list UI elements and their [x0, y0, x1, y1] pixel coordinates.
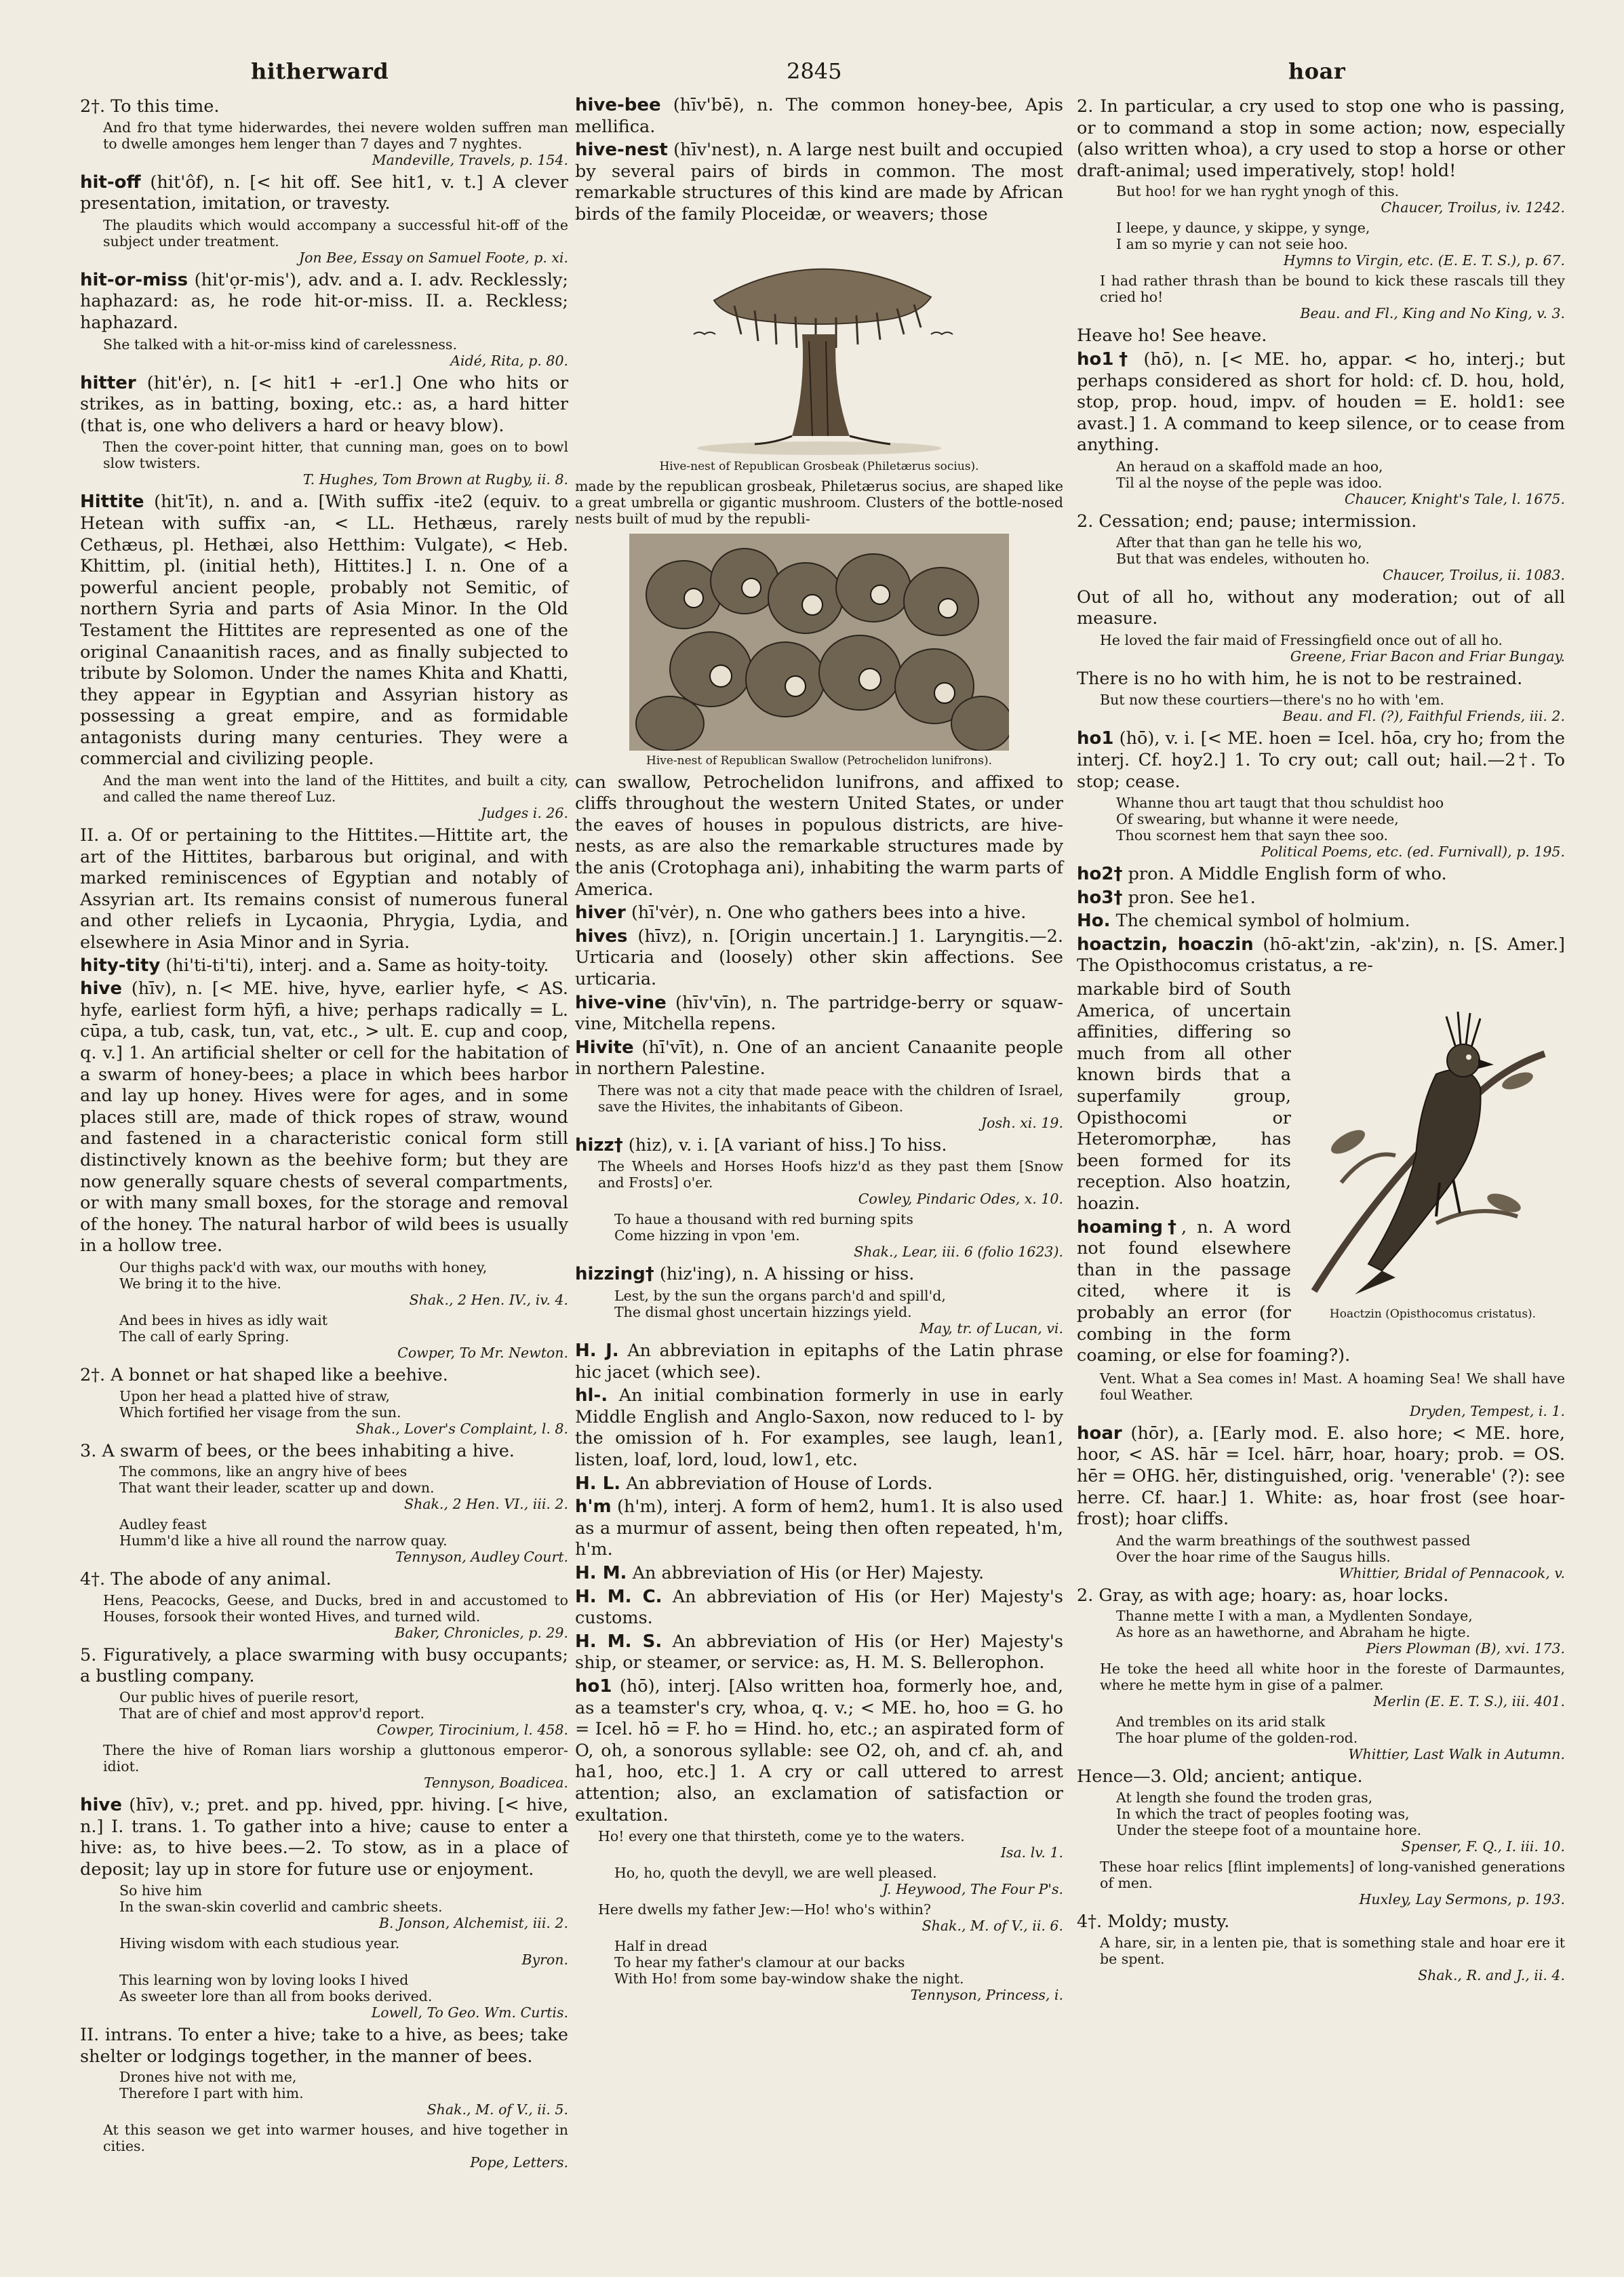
quote-source: Merlin (E. E. T. S.), iii. 401.: [1373, 1693, 1565, 1710]
verse-line: Drones hive not with me,: [119, 2069, 297, 2086]
headword: Ho.: [1077, 911, 1111, 932]
verse-line: To haue a thousand with red burning spits: [614, 1211, 913, 1228]
verse-line: Whanne thou art taugt that thou schuldist hoo: [1116, 795, 1444, 812]
quote-source: Whittier, Last Walk in Autumn.: [1348, 1746, 1565, 1763]
quote-text: And fro that tyme hiderwardes, thei nevere wolden suffren man to dwelle amonges hem lenger than 7 dayes and 7 nyghtes.: [103, 119, 568, 152]
page-number: 2845: [787, 58, 842, 84]
verse-line: In the swan-skin coverlid and cambric sheets.: [119, 1899, 443, 1916]
dictionary-entry: [575, 1264, 1063, 1286]
dictionary-entry: [575, 1563, 1063, 1585]
headword: H. L.: [575, 1473, 621, 1494]
dictionary-entry: [1077, 1423, 1565, 1530]
sense-definition: 4†. Moldy; musty.: [1077, 1911, 1230, 1932]
left-guide-word: hitherward: [251, 58, 389, 84]
verse-line: Half in dread: [614, 1938, 708, 1955]
dictionary-entry: [575, 993, 1063, 1035]
sense-definition: 3. A swarm of bees, or the bees inhabiting a hive.: [80, 1440, 515, 1461]
dictionary-entry: [575, 1385, 1063, 1471]
quote-source: Piers Plowman (B), xvi. 173.: [1366, 1640, 1565, 1657]
quote-source: Baker, Chronicles, p. 29.: [395, 1624, 568, 1641]
dictionary-entry: [80, 270, 568, 334]
quote-source: Cowper, To Mr. Newton.: [397, 1344, 568, 1361]
citation-quote: [1100, 1370, 1565, 1419]
citation-quote: [1100, 692, 1565, 724]
verse-line: After that than gan he telle his wo,: [1116, 534, 1362, 551]
dictionary-entry: [575, 1676, 1063, 1826]
verse-line: And bees in hives as idly wait: [119, 1311, 328, 1328]
quote-text: At this season we get into warmer houses, and hive together in cities.: [103, 2122, 568, 2155]
verse-quote: [1104, 1789, 1565, 1855]
dictionary-entry: [575, 926, 1063, 991]
dictionary-entry: [80, 978, 568, 1257]
citation-quote: [598, 1828, 1063, 1861]
headword: hity-tity: [80, 955, 161, 976]
headword: H. M. S.: [575, 1631, 662, 1652]
verse-line: Thou scornest hem that sayn thee soo.: [1116, 827, 1389, 844]
quote-source: May, tr. of Lucan, vi.: [919, 1320, 1063, 1337]
quote-source: Tennyson, Boadicea.: [424, 1774, 568, 1791]
definition: (hōr), a. [Early mod. E. also hore; < ME. hore, hoor, < AS. hār = Icel. hārr, hoar, hoary; prob. = OS. hēr = OHG. hēr, distinguished, orig. 'venerable' (?): see herre. Cf. haar.] 1. White: as, hoar frost (see hoar-frost); hoar cliffs.: [1077, 1423, 1565, 1530]
verse-line: Therefore I part with him.: [119, 2085, 304, 2102]
dictionary-entry: [575, 1587, 1063, 1629]
quote-text: But now these courtiers—there's no ho with 'em.: [1100, 692, 1445, 709]
verse-quote: [602, 1938, 1063, 2003]
definition: (hīvz), n. [Origin uncertain.] 1. Laryngitis.—2. Urticaria and (loosely) other skin affections. See urticaria.: [575, 926, 1063, 989]
sense-definition: 4†. The abode of any animal.: [80, 1569, 332, 1590]
headword: hizzing†: [575, 1264, 654, 1285]
headword: ho3†: [1077, 887, 1123, 908]
quote-text: Then the cover-point hitter, that cunning man, goes on to bowl slow twisters.: [103, 439, 568, 472]
quote-text: There the hive of Roman liars worship a gluttonous emperor-idiot.: [103, 1741, 568, 1775]
citation-quote: [103, 119, 568, 168]
verse-quote: [1104, 1714, 1565, 1762]
text-paragraph: Out of all ho, without any moderation; out of all measure.: [1077, 587, 1565, 629]
definition: (hit'ôf), n. [< hit off. See hit1, v. t.] A clever presentation, imitation, or travesty.: [80, 172, 568, 214]
headword: H. J.: [575, 1341, 619, 1362]
quote-source: Dryden, Tempest, i. 1.: [1409, 1402, 1565, 1419]
definition: The chemical symbol of holmium.: [1115, 911, 1410, 932]
dictionary-entry: [575, 903, 1063, 924]
quote-source: Chaucer, Troilus, ii. 1083.: [1382, 566, 1565, 583]
hive-nest-continuation: made by the republican grosbeak, Philetærus socius, are shaped like a great umbrella or gigantic mushroom. Clusters of the bottle-nosed nests built of mud by the republi-: [575, 477, 1063, 527]
quote-source: Shak., M. of V., ii. 6.: [922, 1918, 1063, 1935]
quote-source: Beau. and Fl., King and No King, v. 3.: [1300, 305, 1565, 322]
verse-line: Under the steepe foot of a mountaine hore.: [1116, 1821, 1422, 1838]
headword: hl-.: [575, 1385, 608, 1406]
dictionary-entry: [1077, 888, 1565, 909]
dictionary-entry: [1077, 934, 1565, 977]
definition: (hō), v. i. [< ME. hoen = Icel. hōa, cry ho; from the interj. Cf. hoy2.] 1. To cry out; call out; hail.—2†. To stop; cease.: [1077, 728, 1565, 792]
quote-text: Hens, Peacocks, Geese, and Ducks, bred in and accustomed to Houses, forsook their wonted Hives, and turned wild.: [103, 1591, 568, 1625]
citation-quote: [598, 1082, 1063, 1131]
definition: (hiz'ing), n. A hissing or hiss.: [659, 1264, 915, 1285]
definition: (hō), n. [< ME. ho, appar. < ho, interj.; but perhaps considered as short for hold: cf. D. hou, hold, stop, prop. houd, impv. of houden = E. hold1: see avast.] 1. A command to keep silence, or to cease from anything.: [1077, 349, 1565, 456]
quote-text: There was not a city that made peace with the children of Israel, save the Hivites, the inhabitants of Gibeon.: [598, 1082, 1063, 1115]
verse-quote: [107, 1312, 568, 1361]
sense-definition: II. intrans. To enter a hive; take to a hive, as bees; take shelter or lodgings together, in the manner of bees.: [80, 2025, 568, 2067]
citation-quote: [1100, 1935, 1565, 1983]
verse-quote: [602, 1211, 1063, 1260]
dictionary-entry: [1077, 349, 1565, 456]
citation-quote: [1100, 632, 1565, 665]
headword: hoar: [1077, 1423, 1122, 1444]
quote-source: Cowley, Pindaric Odes, x. 10.: [858, 1191, 1063, 1208]
quote-source: Chaucer, Knight's Tale, l. 1675.: [1344, 490, 1565, 507]
headword: Hivite: [575, 1037, 634, 1058]
sense-definition: 5. Figuratively, a place swarming with busy occupants; a bustling company.: [80, 1644, 568, 1687]
verse-quote: [1104, 795, 1565, 860]
swallow-nest-illustration: [629, 534, 1009, 751]
quote-source: Shak., Lear, iii. 6 (folio 1623).: [854, 1244, 1063, 1261]
quote-source: Lowell, To Geo. Wm. Curtis.: [371, 2004, 568, 2021]
verse-line: I am so myrie y can not seie hoo.: [1116, 236, 1348, 253]
quote-source: Greene, Friar Bacon and Friar Bungay.: [1290, 648, 1565, 665]
figure-caption-hoactzin: Hoactzin (Opisthocomus cristatus).: [1329, 1307, 1537, 1321]
dictionary-entry: [80, 955, 568, 977]
quote-source: Tennyson, Princess, i.: [910, 1987, 1063, 2004]
headword: hive-bee: [575, 95, 661, 115]
definition: (h'm), interj. A form of hem2, hum1. It is also used as a murmur of assent, being then often repeated, h'm, h'm.: [575, 1497, 1064, 1560]
definition: (hit'īt), n. and a. [With suffix -ite2 (equiv. to Hetean with suffix -an, < LL. Hethæus, rarely Cethæus, pl. Hethæi, also Hetthim: Vulgate), < Heb. Khittim, pl. (initial heth), Hittites.] I. n. One of a powerful ancient people, probably not Semitic, of northern Syria and parts of Asia Minor. In the Old Testament the Hittites are represented as one of the original Canaanitish races, and as finally subjected to tribute by Solomon. Under the names Khita and Khatti, they appear in Egyptian and Assyrian history as possessing a great empire, and as formidable antagonists during many centuries. They were a commercial and civilizing people.: [80, 492, 569, 770]
definition: An abbreviation of House of Lords.: [626, 1473, 933, 1494]
figure-grosbeak-nest: [575, 233, 1063, 474]
verse-line: Hiving wisdom with each studious year.: [119, 1935, 400, 1952]
definition: An initial combination formerly in use in early Middle English and Anglo-Saxon, now reduced to l- by the omission of h. For examples, see laugh, lean1, listen, loaf, lord, loud, low1, etc.: [575, 1385, 1063, 1471]
quote-text: A hare, sir, in a lenten pie, that is something stale and hoar ere it be spent.: [1100, 1934, 1565, 1967]
verse-line: Over the hoar rime of the Saugus hills.: [1116, 1548, 1391, 1565]
quote-source: B. Jonson, Alchemist, iii. 2.: [378, 1915, 568, 1932]
verse-line: With Ho! from some bay-window shake the night.: [614, 1971, 964, 1987]
dictionary-entry: [1077, 728, 1565, 793]
verse-quote: [1104, 458, 1565, 507]
quote-source: Josh. xi. 19.: [981, 1114, 1063, 1131]
dictionary-entry: [80, 492, 568, 770]
quote-source: Judges i. 26.: [480, 805, 568, 822]
verse-line: Til al the noyse of the peple was idoo.: [1116, 474, 1383, 491]
verse-quote: [602, 1288, 1063, 1336]
citation-quote: [103, 772, 568, 821]
verse-line: Our thighs pack'd with wax, our mouths with honey,: [119, 1259, 488, 1275]
verse-line: Our public hives of puerile resort,: [119, 1688, 359, 1705]
verse-line: Lest, by the sun the organs parch'd and spill'd,: [614, 1288, 946, 1305]
verse-line: Ho, ho, quoth the devyll, we are well pleased.: [614, 1865, 937, 1882]
sense-definition: II. a. Of or pertaining to the Hittites.—Hittite art, the art of the Hittites, barbarous but original, and with marked reminiscences of Egyptian and notably of Assyrian art. Its remains consist of numerous funeral and other reliefs in Lycaonia, Phrygia, Lydia, and elsewhere in Asia Minor and in Syria.: [80, 825, 568, 953]
definition: (hīv), v.; pret. and pp. hived, ppr. hiving. [< hive, n.] I. trans. 1. To gather into a hive; cause to enter a hive: as, to hive bees.—2. To stow, as in a place of deposit; lay up in store for future use or enjoyment.: [80, 1794, 568, 1880]
definition: An abbreviation of His (or Her) Majesty's ship, or steamer, or service: as, H. M. S. Bellerophon.: [575, 1631, 1064, 1674]
quote-source: Shak., Lover's Complaint, l. 8.: [355, 1420, 568, 1437]
definition: (hit'ėr), n. [< hit1 + -er1.] One who hits or strikes, as in batting, boxing, etc.: as, a hard hitter (that is, one who delivers a hard or heavy blow).: [80, 372, 569, 436]
verse-quote: [107, 1689, 568, 1738]
quote-source: Mandeville, Travels, p. 154.: [372, 151, 568, 168]
verse-line: Come hizzing in vpon 'em.: [614, 1227, 800, 1244]
quote-text: Ho! every one that thirsteth, come ye to the waters.: [598, 1828, 965, 1845]
dictionary-entry: [575, 1473, 1063, 1495]
quote-text: And the man went into the land of the Hittites, and built a city, and called the name thereof Luz.: [103, 772, 568, 806]
citation-quote: [103, 217, 568, 266]
verse-line: But that was endeles, withouten ho.: [1116, 550, 1370, 567]
column-3: [1077, 95, 1565, 1987]
dictionary-entry: [575, 140, 1063, 225]
quote-source: Chaucer, Troilus, iv. 1242.: [1381, 199, 1565, 216]
quote-source: Shak., 2 Hen. VI., iii. 2.: [404, 1496, 568, 1513]
dictionary-entry: [1077, 864, 1565, 886]
citation-quote: [1100, 1661, 1565, 1709]
text-paragraph: can swallow, Petrochelidon lunifrons, and affixed to cliffs throughout the western United States, or under the eaves of houses in populous districts, are hive-nests, as are also the remarkable structures made by the anis (Crotophaga ani), inhabiting the warm parts of America.: [575, 772, 1063, 900]
quote-text: The Wheels and Horses Hoofs hizz'd as they past them [Snow and Frosts] o'er.: [598, 1158, 1063, 1191]
quote-source: Byron.: [521, 1952, 568, 1968]
entry-hoaming: hoaming†, n. A word not found elsewhere than in the passage cited, where it is probably an error (for combing in the form coaming, or else for foaming?).: [1077, 1216, 1351, 1366]
headword: hizz†: [575, 1134, 623, 1155]
citation-quote: [103, 2122, 568, 2171]
dictionary-entry: [80, 373, 568, 437]
definition: (hīv'bē), n. The common honey-bee, Apis mellifica.: [575, 95, 1063, 137]
headword: hive: [80, 1794, 123, 1815]
verse-line: I leepe, y daunce, y skippe, y synge,: [1116, 220, 1370, 237]
quote-text: Vent. What a Sea comes in! Mast. A hoaming Sea! We shall have foul Weather.: [1100, 1370, 1565, 1403]
dictionary-entry: [80, 1795, 568, 1880]
quote-source: Whittier, Bridal of Pennacook, v.: [1339, 1564, 1565, 1581]
verse-line: This learning won by loving looks I hived: [119, 1972, 409, 1989]
definition: An abbreviation of His (or Her) Majesty's customs.: [575, 1586, 1064, 1629]
verse-line: An heraud on a skaffold made an hoo,: [1116, 458, 1383, 475]
verse-line: Thanne mette I with a man, a Mydlenten Sondaye,: [1116, 1608, 1473, 1625]
verse-quote: [107, 1388, 568, 1437]
hoactzin-illustration: [1301, 979, 1558, 1298]
definition: pron. A Middle English form of who.: [1128, 864, 1447, 885]
column-2: [575, 95, 1063, 2007]
verse-quote: [1104, 534, 1565, 583]
quote-text: Here dwells my father Jew:—Ho! who's within?: [598, 1901, 931, 1918]
headword: H. M.: [575, 1563, 627, 1583]
verse-quote: [602, 1865, 1063, 1897]
quote-source: T. Hughes, Tom Brown at Rugby, ii. 8.: [302, 471, 568, 488]
definition: (hīv'nest), n. A large nest built and occupied by several pairs of birds in common. The most remarkable structures of this kind are made by African birds of the family Ploceidæ, or weavers; those: [575, 140, 1064, 224]
headword: hives: [575, 926, 628, 947]
dictionary-entry: [575, 1135, 1063, 1157]
quote-source: Cowper, Tirocinium, l. 458.: [376, 1721, 568, 1738]
figure-hoactzin: [1301, 979, 1565, 1322]
quote-source: Jon Bee, Essay on Samuel Foote, p. xi.: [298, 249, 568, 266]
quote-source: Tennyson, Audley Court.: [395, 1549, 568, 1566]
page-header: [0, 58, 1624, 92]
verse-line: That are of chief and most approv'd report.: [119, 1705, 424, 1722]
dictionary-entry: [80, 172, 568, 215]
sense-definition: 2. Cessation; end; pause; intermission.: [1077, 511, 1417, 532]
quote-source: Spenser, F. Q., I. iii. 10.: [1401, 1838, 1565, 1855]
headword: Hittite: [80, 492, 144, 513]
headword: hit-or-miss: [80, 269, 189, 290]
quote-text: These hoar relics [flint implements] of long-vanished generations of men.: [1100, 1858, 1565, 1891]
verse-quote: [107, 1882, 568, 1931]
verse-quote: [107, 1935, 568, 1968]
quote-text: I had rather thrash than be bound to kick these rascals till they cried ho!: [1100, 273, 1565, 306]
verse-line: The call of early Spring.: [119, 1328, 290, 1345]
headword: hive-vine: [575, 992, 667, 1013]
verse-line: Upon her head a platted hive of straw,: [119, 1387, 391, 1404]
verse-line: As sweeter lore than all from books derived.: [119, 1988, 433, 2005]
definition: (hīv'vīn), n. The partridge-berry or squaw-vine, Mitchella repens.: [575, 992, 1063, 1035]
headword: hive: [80, 978, 123, 999]
figure-caption-grosbeak: Hive-nest of Republican Grosbeak (Philetærus socius).: [659, 459, 979, 473]
definition: (hit'ọr-mis'), adv. and a. I. adv. Recklessly; haphazard: as, he rode hit-or-miss. II. a. Reckless; haphazard.: [80, 269, 569, 333]
verse-line: But hoo! for we han ryght ynogh of this.: [1116, 183, 1400, 200]
quote-source: Shak., 2 Hen. IV., iv. 4.: [409, 1291, 568, 1308]
headword: ho1†: [1077, 349, 1133, 370]
verse-line: And the warm breathings of the southwest passed: [1116, 1532, 1471, 1549]
verse-quote: [107, 1516, 568, 1565]
verse-line: The dismal ghost uncertain hizzings yield.: [614, 1304, 912, 1321]
citation-quote: [1100, 1859, 1565, 1907]
verse-quote: [107, 2069, 568, 2118]
verse-line: Audley feast: [119, 1516, 207, 1533]
headword: hitter: [80, 372, 136, 393]
verse-line: That want their leader, scatter up and down.: [119, 1480, 435, 1497]
citation-quote: [598, 1158, 1063, 1207]
definition-hoaming: n. A word not found elsewhere than in the passage cited, where it is probably an error (for combing in the form coaming, or else for foaming?).: [1077, 1216, 1351, 1366]
quote-source: Hymns to Virgin, etc. (E. E. T. S.), p. 67.: [1283, 252, 1565, 269]
dictionary-entry: [575, 1341, 1063, 1383]
headword: H. M. C.: [575, 1586, 662, 1607]
definition: (hō-akt'zin, -ak'zin), n. [S. Amer.] The Opisthocomus cristatus, a re-: [1077, 934, 1566, 976]
citation-quote: [103, 336, 568, 369]
quote-text: She talked with a hit-or-miss kind of carelessness.: [103, 336, 457, 353]
definition: (hiz), v. i. [A variant of hiss.] To hiss.: [628, 1134, 947, 1155]
quote-source: Isa. lv. 1.: [1000, 1844, 1063, 1861]
headword-hoaming: hoaming†: [1077, 1216, 1181, 1238]
quote-source: Political Poems, etc. (ed. Furnivall), p. 195.: [1261, 844, 1565, 860]
definition: (hi'ti-ti'ti), interj. and a. Same as hoity-toity.: [165, 955, 549, 976]
citation-quote: [103, 1592, 568, 1641]
sense-definition: 2†. To this time.: [80, 96, 220, 117]
sense-definition: 2. In particular, a cry used to stop one who is passing, or to command a stop in some action; now, especially (also written whoa), a cry used to stop a horse or other draft-animal; used imperatively, stop! hold!: [1077, 96, 1565, 181]
citation-quote: [1100, 273, 1565, 321]
verse-line: So hive him: [119, 1882, 203, 1899]
verse-line: And trembles on its arid stalk: [1116, 1714, 1326, 1730]
verse-quote: [107, 1259, 568, 1308]
figure-caption-swallow: Hive-nest of Republican Swallow (Petrochelidon lunifrons).: [646, 753, 992, 768]
verse-quote: [1104, 1608, 1565, 1657]
citation-quote: [598, 1901, 1063, 1934]
quote-source: Shak., M. of V., ii. 5.: [427, 2101, 568, 2118]
quote-source: Huxley, Lay Sermons, p. 193.: [1359, 1890, 1565, 1907]
definition: (hī'vīt), n. One of an ancient Canaanite people in northern Palestine.: [575, 1037, 1064, 1080]
verse-quote: [1104, 183, 1565, 216]
verse-line: To hear my father's clamour at our backs: [614, 1954, 905, 1971]
headword: hiver: [575, 903, 626, 924]
quote-source: Aidé, Rita, p. 80.: [450, 352, 568, 369]
verse-line: The commons, like an angry hive of bees: [119, 1463, 408, 1480]
headword: ho1: [1077, 728, 1114, 749]
verse-line: The hoar plume of the golden-rod.: [1116, 1730, 1358, 1747]
verse-quote: [107, 1463, 568, 1512]
verse-line: As hore as an hawethorne, and Abraham he higte.: [1116, 1624, 1471, 1641]
definition: An abbreviation of His (or Her) Majesty.: [632, 1563, 985, 1583]
grosbeak-nest-illustration: [673, 233, 965, 456]
quote-source: Shak., R. and J., ii. 4.: [1418, 1966, 1565, 1983]
definition: (hīv), n. [< ME. hive, hyve, earlier hyfe, < AS. hyfe, earliest form hȳfi, a hive; perhaps radically = L. cūpa, a tub, cask, tun, vat, etc., > ult. E. cup and coop, q. v.] 1. An artificial shelter or cell for the habitation of a swarm of honey-bees; a place in which bees harbor and lay up honey. Hives were for ages, and in some places still are, made of thick ropes of straw, wound and fastened in a characteristic conical form still distinctively known as the beehive form; but they are now generally square chests of several compartments, or with many small boxes, for the storage and removal of the honey. The natural harbor of wild bees is usually in a hollow tree.: [80, 978, 568, 1256]
definition: (hī'vėr), n. One who gathers bees into a hive.: [631, 903, 1027, 924]
headword: hoactzin, hoaczin: [1077, 934, 1254, 955]
verse-line: At length she found the troden gras,: [1116, 1789, 1373, 1806]
dictionary-entry: [575, 1497, 1063, 1561]
sense-definition: Hence—3. Old; ancient; antique.: [1077, 1766, 1363, 1787]
verse-line: We bring it to the hive.: [119, 1275, 281, 1292]
verse-line: Which fortified her visage from the sun.: [119, 1404, 401, 1421]
quote-text: The plaudits which would accompany a successful hit-off of the subject under treatment.: [103, 216, 568, 250]
sense-definition: 2. Gray, as with age; hoary: as, hoar locks.: [1077, 1585, 1449, 1606]
text-paragraph: There is no ho with him, he is not to be restrained.: [1077, 668, 1523, 689]
dictionary-entry: [575, 1631, 1063, 1674]
verse-quote: [107, 1972, 568, 2021]
dictionary-entry: [1077, 911, 1565, 932]
dictionary-entry: [575, 1037, 1063, 1080]
verse-line: In which the tract of peoples footing was,: [1116, 1805, 1410, 1822]
quote-text: He toke the heed all white hoor in the foreste of Darmauntes, where he mette hym in gise of a palmer.: [1100, 1661, 1565, 1694]
definition: pron. See he1.: [1128, 887, 1256, 908]
definition: (hō), interj. [Also written hoa, formerly hoe, and, as a teamster's cry, whoa, q. v.; < ME. ho, hoo = G. ho = Icel. hō = F. ho = Hind. ho, etc.; an aspirated form of O, oh, a sonorous syllable: see O2, oh, and cf. ah, and ha1, hoo, etc.] 1. A cry or call uttered to arrest attention; also, an exclamation of satisfaction or exultation.: [575, 1676, 1064, 1825]
verse-line: Humm'd like a hive all round the narrow quay.: [119, 1532, 448, 1549]
headword: hive-nest: [575, 140, 668, 161]
dictionary-entry: [575, 95, 1063, 138]
figure-swallow-nest: [575, 534, 1063, 768]
quote-source: Pope, Letters.: [470, 2154, 568, 2171]
sense-definition: 2†. A bonnet or hat shaped like a beehive.: [80, 1364, 448, 1385]
citation-quote: [103, 439, 568, 488]
right-guide-word: hoar: [1288, 58, 1346, 84]
hoactzin-continuation: markable bird of South America, of uncertain affinities, differing so much from all other known birds that a superfamily group, Opisthocomi or Heteromorphæ, has been formed for its reception. Also hoatzin, hoazin.: [1077, 979, 1291, 1214]
column-1: [80, 95, 568, 2175]
headword: ho2†: [1077, 864, 1123, 885]
quote-source: Beau. and Fl. (?), Faithful Friends, iii. 2.: [1282, 708, 1565, 725]
verse-quote: [1104, 1532, 1565, 1581]
definition: An abbreviation in epitaphs of the Latin phrase hic jacet (which see).: [575, 1341, 1063, 1383]
headword: ho1: [575, 1676, 612, 1697]
citation-quote: [103, 1742, 568, 1791]
verse-quote: [1104, 220, 1565, 269]
quote-source: J. Heywood, The Four P's.: [882, 1881, 1063, 1898]
text-paragraph: Heave ho! See heave.: [1077, 325, 1267, 346]
headword: hit-off: [80, 172, 141, 193]
quote-text: He loved the fair maid of Fressingfield once out of all ho.: [1100, 631, 1503, 648]
verse-line: Of swearing, but whanne it were neede,: [1116, 811, 1399, 828]
headword: h'm: [575, 1497, 612, 1518]
